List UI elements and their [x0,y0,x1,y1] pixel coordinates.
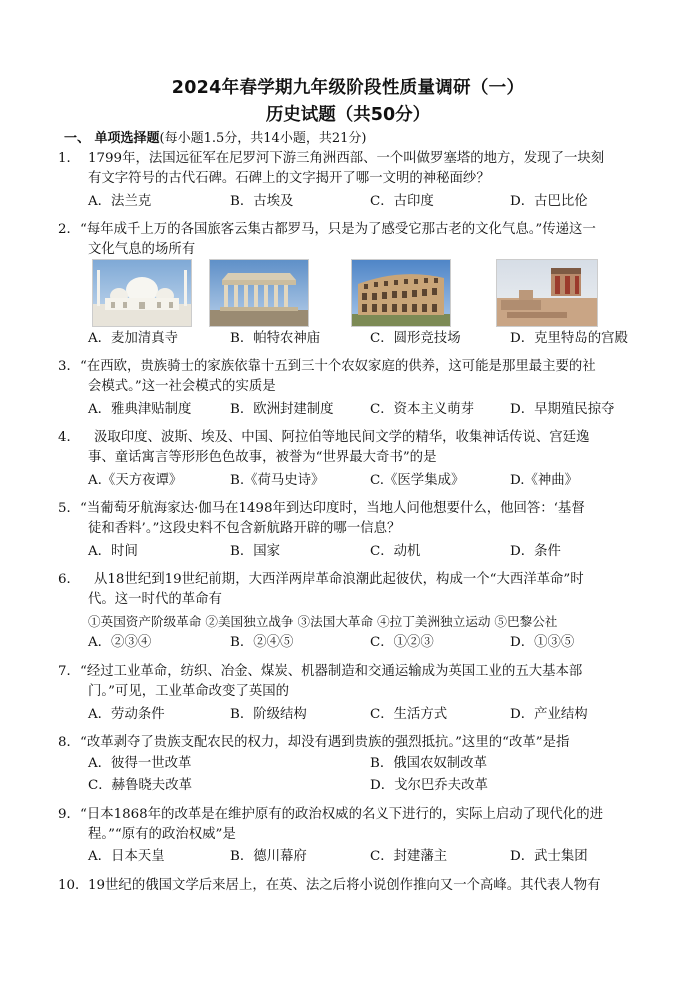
option-c[interactable]: C．古印度 [370,194,434,209]
question-number: 6． [58,572,80,587]
question-text-line: “当葡萄牙航海家达·伽马在1498年到达印度时，当地人问他想要什么，他回答：‘基督 [80,501,585,516]
question-number: 4． [58,430,80,445]
question-text-line: 文化气息的场所有 [88,242,196,257]
exam-subtitle: 历史试题（共50分） [265,105,431,125]
question-text-line: “改革剥夺了贵族支配农民的权力，却没有遇到贵族的强烈抵抗。”这里的“改革”是指 [80,735,570,750]
section-label: 一、 单项选择题 [64,131,160,146]
question-number: 7． [58,664,80,679]
question-number: 9． [58,807,80,822]
question-text-line: 徒和香料’。”这段史料不包含新航路开辟的哪一信息？ [88,521,401,536]
option-c[interactable]: C．生活方式 [370,707,448,722]
question-text-line: “日本1868年的改革是在维护原有的政治权威的名义下进行的，实际上启动了现代化的进 [80,807,603,822]
question-text-line: 1799年，法国远征军在尼罗河下游三角洲西部、一个叫做罗塞塔的地方，发现了一块刻 [88,151,605,166]
question-text-line: 从18世纪到19世纪前期，大西洋两岸革命浪潮此起彼伏，构成一个“大西洋革命”时 [94,572,584,587]
option-b[interactable]: B．帕特农神庙 [230,331,321,346]
question-text-line: 有文字符号的古代石碑。石碑上的文字揭开了哪一文明的神秘面纱？ [88,171,490,186]
option-d[interactable]: D．戈尔巴乔夫改革 [370,778,488,793]
option-d[interactable]: D.《神曲》 [510,473,579,488]
option-a[interactable]: A．日本天皇 [88,849,165,864]
option-c[interactable]: C.《医学集成》 [370,473,465,488]
option-c[interactable]: C．动机 [370,544,421,559]
option-a[interactable]: A．劳动条件 [88,707,165,722]
option-c[interactable]: C．资本主义萌芽 [370,402,474,417]
question-text-line: “每年成千上万的各国旅客云集古都罗马，只是为了感受它那古老的文化气息。”传递这一 [80,222,596,237]
question-number: 3． [58,359,80,374]
option-a[interactable]: A．法兰克 [88,194,152,209]
option-b[interactable]: B．②④⑤ [230,635,294,650]
option-a[interactable]: A．雅典津贴制度 [88,402,192,417]
colosseum-photo [351,259,451,327]
question-number: 1． [58,151,80,166]
option-d[interactable]: D．产业结构 [510,707,588,722]
question-number: 8． [58,735,80,750]
option-d[interactable]: D．①③⑤ [510,635,575,650]
option-d[interactable]: D．古巴比伦 [510,194,588,209]
option-d[interactable]: D．克里特岛的宫殿 [510,331,628,346]
question-number: 10． [58,878,89,893]
option-a[interactable]: A．时间 [88,544,138,559]
question-text-line: 19世纪的俄国文学后来居上，在英、法之后将小说创作推向又一个高峰。其代表人物有 [88,878,601,893]
option-d[interactable]: D．早期殖民掠夺 [510,402,615,417]
option-b[interactable]: B．德川幕府 [230,849,307,864]
option-b[interactable]: B．古埃及 [230,194,294,209]
question-text-line: 程。”“原有的政治权威”是 [88,827,236,842]
option-a[interactable]: A.《天方夜谭》 [88,473,183,488]
option-c[interactable]: C．封建藩主 [370,849,448,864]
question-text-line: “经过工业革命，纺织、冶金、煤炭、机器制造和交通运输成为英国工业的五大基本部 [80,664,583,679]
option-b[interactable]: B．阶级结构 [230,707,307,722]
parthenon-photo [209,259,309,327]
option-c[interactable]: C．圆形竞技场 [370,331,461,346]
question-text-line: 门。”可见，工业革命改变了英国的 [88,684,290,699]
exam-title: 2024年春学期九年级阶段性质量调研（一） [171,78,525,98]
option-d[interactable]: D．条件 [510,544,561,559]
section-score-note: (每小题1.5分，共14小题，共21分) [159,131,367,146]
question-number: 5． [58,501,80,516]
option-b[interactable]: B．国家 [230,544,281,559]
question-text-line: “在西欧，贵族骑士的家族依靠十五到三十个农奴家庭的供养，这可能是那里最主要的社 [80,359,596,374]
option-d[interactable]: D．武士集团 [510,849,588,864]
option-c[interactable]: C．①②③ [370,635,434,650]
option-b[interactable]: B.《荷马史诗》 [230,473,325,488]
option-b[interactable]: B．欧洲封建制度 [230,402,334,417]
question-number: 2． [58,222,80,237]
mosque-photo [92,259,192,327]
question-text-line: 会模式。”这一社会模式的实质是 [88,379,276,394]
option-b[interactable]: B．俄国农奴制改革 [370,756,487,771]
question-text-line: 事、童话寓言等形形色色故事，被誉为“世界最大奇书”的是 [88,450,437,465]
knossos-palace-photo [496,259,598,327]
option-c[interactable]: C．赫鲁晓夫改革 [88,778,192,793]
question-text-line: 汲取印度、波斯、埃及、中国、阿拉伯等地民间文学的精华，收集神话传说、宫廷逸 [94,430,590,445]
question-text-line: ①英国资产阶级革命 ②美国独立战争 ③法国大革命 ④拉丁美洲独立运动 ⑤巴黎公社 [88,614,558,629]
option-a[interactable]: A．麦加清真寺 [88,331,179,346]
section-heading [64,127,366,146]
question-text-line: 代。这一时代的革命有 [88,592,222,607]
option-a[interactable]: A．②③④ [88,635,152,650]
option-a[interactable]: A．彼得一世改革 [88,756,192,771]
